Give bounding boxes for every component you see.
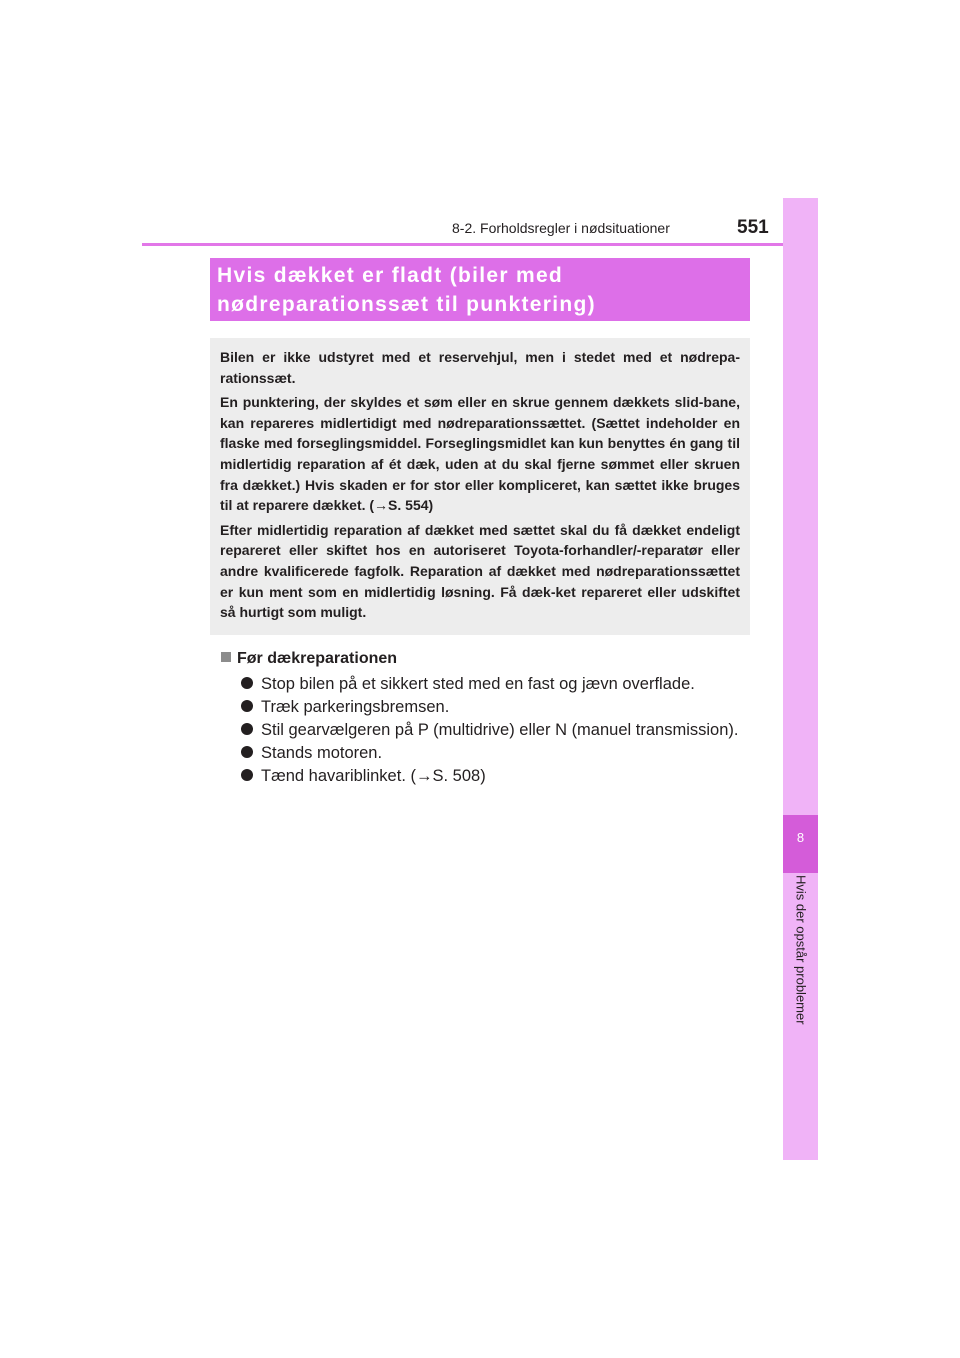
bullet-dot-icon <box>241 746 253 758</box>
chapter-number-tab[interactable]: 8 <box>783 815 818 873</box>
chapter-label-text: Hvis der opstår problemer <box>793 875 808 1025</box>
procedure-heading-text: Før dækreparationen <box>237 650 398 667</box>
list-item <box>241 675 695 694</box>
procedure-heading <box>221 650 397 668</box>
intro-paragraph-3: Efter midlertidig reparation af dækket med sættet skal du få dækket endeligt repareret eller skiftet hos en autoriseret Toyota-forhandler/-reparatør eller andre kvalificerede fagfolk. Reparation af dækket med nødreparationssættet er kun ment som en midlertidig løsning. Få dæk-ket repareret eller udskiftet så hurtigt som muligt. <box>220 521 740 621</box>
page-title-line-2: nødreparationssæt til punktering) <box>217 293 596 316</box>
list-item <box>241 698 449 717</box>
list-item-text: Træk parkeringsbremsen. <box>261 698 450 716</box>
list-item <box>241 767 486 786</box>
intro-paragraph-2: En punktering, der skyldes et søm eller en skrue gennem dækkets slid-bane, kan repareres midlertidigt med nødreparationssættet. (Sættet indeholder en flaske med forseglingsmiddel. Forseglingsmidlet kan kun benyttes én gang til midlertidig reparation af ét dæk, uden at du skal fjerne sømmet eller skruen fra dækket.) Hvis skaden er for stor eller kompliceret, kan sættet ikke bruges til at reparere dækket. (→S. 554) <box>220 394 740 514</box>
bullet-dot-icon <box>241 700 253 712</box>
square-bullet-icon <box>221 652 231 662</box>
bullet-dot-icon <box>241 677 253 689</box>
list-item-text: Tænd havariblinket. (→S. 508) <box>261 767 486 785</box>
intro-paragraph-1: Bilen er ikke udstyret med et reservehjul, men i stedet med et nødrepa-rationssæt. <box>220 349 740 386</box>
bullet-dot-icon <box>241 769 253 781</box>
list-item <box>241 721 738 740</box>
list-item-text: Stands motoren. <box>261 744 383 762</box>
section-title: 8-2. Forholdsregler i nødsituationer <box>452 220 670 236</box>
header-divider <box>142 243 818 246</box>
page-title-line-1: Hvis dækket er fladt (biler med <box>217 264 564 287</box>
chapter-label <box>783 875 818 1075</box>
bullet-dot-icon <box>241 723 253 735</box>
page-number: 551 <box>737 217 769 238</box>
list-item-text: Stil gearvælgeren på P (multidrive) eller N (manuel transmission). <box>261 721 739 739</box>
list-item-text: Stop bilen på et sikkert sted med en fast og jævn overflade. <box>261 675 695 693</box>
intro-box <box>210 338 750 635</box>
page-title-bar <box>210 258 750 321</box>
list-item <box>241 744 382 763</box>
